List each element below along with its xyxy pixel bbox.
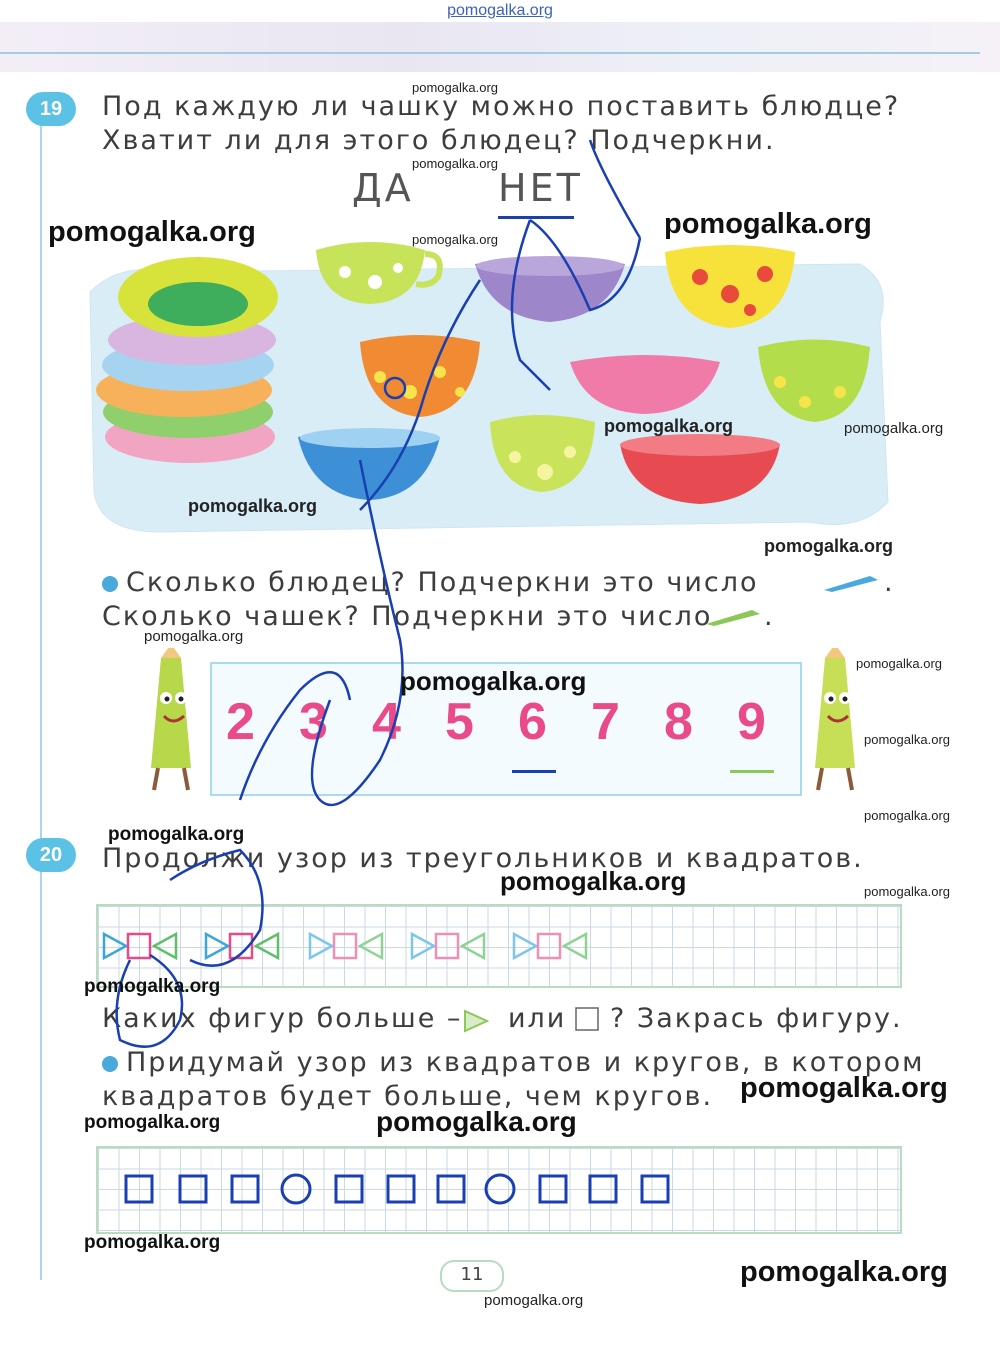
watermark: pomogalka.org [484, 1292, 584, 1309]
square-circle-pattern [98, 1148, 900, 1232]
task-20-question-end: ? Закрась фигуру. [610, 1003, 903, 1034]
watermark: pomogalka.org [108, 824, 245, 845]
task-19-line1: Под каждую ли чашку можно поставить блюдце? [102, 91, 901, 122]
watermark: pomogalka.org [48, 216, 256, 248]
watermark: pomogalka.org [84, 1232, 221, 1253]
watermark: pomogalka.org [664, 208, 872, 240]
answer-yes[interactable]: ДА [352, 166, 414, 210]
bullet-dot [102, 576, 118, 592]
watermark: pomogalka.org [844, 420, 944, 437]
watermark: pomogalka.org [864, 884, 950, 899]
watermark: pomogalka.org [864, 808, 950, 823]
digit-3[interactable]: 3 [299, 693, 328, 751]
task-19-bullet-1-text: Сколько блюдец? Подчеркни это число [126, 567, 759, 598]
digit-2[interactable]: 2 [226, 693, 255, 751]
blue-pencil-icon [822, 572, 882, 594]
left-margin-line [40, 120, 42, 1280]
watermark: pomogalka.org [604, 416, 734, 436]
task-19-bullet-2: Сколько чашек? Подчеркни это число [102, 601, 713, 632]
digit-6[interactable]: 6 [518, 693, 547, 751]
task-20-question-start: Каких фигур больше – [102, 1003, 463, 1034]
saucer-stack [96, 257, 278, 463]
digit-5[interactable]: 5 [445, 693, 474, 751]
task-19-bullet-1-end: . [884, 567, 895, 598]
task-20-question-mid: или [508, 1003, 567, 1034]
watermark: pomogalka.org [740, 1072, 948, 1104]
triangle-square-pattern [98, 906, 900, 986]
answer-no-underline [498, 216, 574, 219]
task-19-line2: Хватит ли для этого блюдец? Подчеркни. [102, 125, 776, 156]
page-number: 11 [440, 1260, 504, 1292]
task-20-bullet-2: квадратов будет больше, чем кругов. [102, 1081, 714, 1112]
digit-9[interactable]: 9 [737, 693, 766, 751]
square-icon[interactable] [574, 1006, 600, 1032]
digit-7[interactable]: 7 [591, 693, 620, 751]
underline-6 [512, 770, 556, 773]
watermark: pomogalka.org [84, 1112, 221, 1133]
digit-4[interactable]: 4 [372, 693, 401, 751]
watermark: pomogalka.org [400, 666, 587, 696]
bullet-dot [102, 1056, 118, 1072]
watermark: pomogalka.org [84, 976, 221, 997]
task-20-line1: Продолжи узор из треугольников и квадратов. [102, 843, 864, 874]
watermark: pomogalka.org [144, 628, 244, 645]
answer-no[interactable]: НЕТ [498, 166, 583, 210]
watermark: pomogalka.org [856, 656, 942, 671]
watermark: pomogalka.org [864, 732, 950, 747]
watermark: pomogalka.org [500, 866, 687, 896]
watermark: pomogalka.org [764, 536, 894, 556]
task-20-badge: 20 [26, 838, 76, 872]
underline-9 [730, 770, 774, 773]
watermark: pomogalka.org [188, 496, 318, 516]
top-divider-line [0, 52, 980, 54]
watermark: pomogalka.org [740, 1256, 948, 1288]
task-19-bullet-1 [102, 566, 759, 600]
top-decorative-banner [0, 22, 1000, 72]
watermark: pomogalka.org [412, 156, 498, 171]
digit-8[interactable]: 8 [664, 693, 693, 751]
triangle-icon[interactable] [462, 1008, 490, 1034]
watermark: pomogalka.org [412, 80, 498, 95]
pencil-character-left-icon [136, 648, 206, 798]
task-19-badge: 19 [26, 92, 76, 126]
green-pencil-icon [704, 606, 764, 628]
watermark: pomogalka.org [412, 232, 498, 247]
watermark: pomogalka.org [376, 1106, 577, 1137]
site-header-link[interactable]: pomogalka.org [447, 2, 553, 19]
pattern-grid-2 [96, 1146, 902, 1234]
task-20-bullet-1-text: Придумай узор из квадратов и кругов, в котором [126, 1047, 925, 1078]
task-19-bullet-2-end: . [764, 601, 775, 632]
